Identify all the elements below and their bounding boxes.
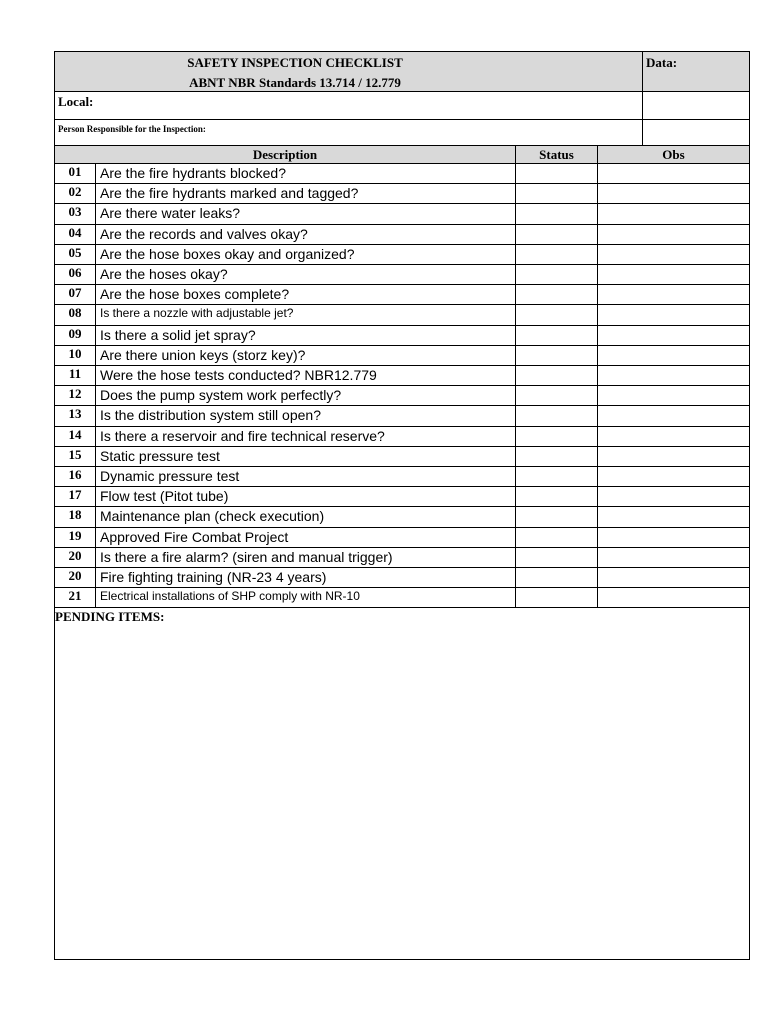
item-status-cell[interactable] (516, 548, 598, 567)
item-description: Approved Fire Combat Project (96, 528, 516, 547)
item-number: 19 (55, 528, 96, 547)
item-obs-cell[interactable] (598, 305, 749, 324)
item-status-cell[interactable] (516, 184, 598, 203)
table-row (55, 427, 749, 447)
item-description: Are the fire hydrants blocked? (96, 164, 516, 183)
item-description: Are the hoses okay? (96, 265, 516, 284)
item-number: 20 (55, 548, 96, 567)
item-obs-cell[interactable] (598, 507, 749, 526)
item-description: Dynamic pressure test (96, 467, 516, 486)
table-row (55, 204, 749, 224)
item-number: 13 (55, 406, 96, 425)
local-extra-cell[interactable] (643, 92, 749, 120)
item-number: 10 (55, 346, 96, 365)
item-status-cell[interactable] (516, 305, 598, 324)
document-subtitle: ABNT NBR Standards 13.714 / 12.779 (189, 75, 401, 90)
item-number: 11 (55, 366, 96, 385)
item-status-cell[interactable] (516, 366, 598, 385)
table-row (55, 487, 749, 507)
item-status-cell[interactable] (516, 406, 598, 425)
table-row (55, 467, 749, 487)
responsible-field[interactable]: Person Responsible for the Inspection: (55, 120, 643, 146)
item-description: Are the records and valves okay? (96, 225, 516, 244)
item-obs-cell[interactable] (598, 386, 749, 405)
item-status-cell[interactable] (516, 326, 598, 345)
table-row (55, 265, 749, 285)
item-number: 14 (55, 427, 96, 446)
table-row (55, 245, 749, 265)
table-row (55, 225, 749, 245)
item-status-cell[interactable] (516, 204, 598, 223)
item-number: 01 (55, 164, 96, 183)
pending-items-label: PENDING ITEMS: (55, 609, 165, 624)
item-number: 09 (55, 326, 96, 345)
item-status-cell[interactable] (516, 447, 598, 466)
item-number: 20 (55, 568, 96, 587)
item-obs-cell[interactable] (598, 225, 749, 244)
item-description: Is there a reservoir and fire technical reserve? (96, 427, 516, 446)
table-row (55, 548, 749, 568)
table-row (55, 164, 749, 184)
item-obs-cell[interactable] (598, 326, 749, 345)
responsible-extra-cell[interactable] (643, 120, 749, 146)
item-obs-cell[interactable] (598, 164, 749, 183)
column-header-obs: Obs (598, 146, 749, 164)
table-row (55, 568, 749, 588)
item-obs-cell[interactable] (598, 184, 749, 203)
item-status-cell[interactable] (516, 245, 598, 264)
item-status-cell[interactable] (516, 588, 598, 607)
item-number: 03 (55, 204, 96, 223)
item-number: 02 (55, 184, 96, 203)
table-row (55, 184, 749, 204)
item-obs-cell[interactable] (598, 588, 749, 607)
item-obs-cell[interactable] (598, 487, 749, 506)
table-row (55, 346, 749, 366)
item-status-cell[interactable] (516, 427, 598, 446)
item-description: Is there a fire alarm? (siren and manual trigger) (96, 548, 516, 567)
pending-items-section[interactable] (55, 608, 749, 959)
item-number: 07 (55, 285, 96, 304)
checklist-sheet (54, 51, 750, 960)
table-row (55, 305, 749, 325)
item-status-cell[interactable] (516, 568, 598, 587)
item-obs-cell[interactable] (598, 568, 749, 587)
item-description: Maintenance plan (check execution) (96, 507, 516, 526)
item-obs-cell[interactable] (598, 285, 749, 304)
table-row (55, 588, 749, 608)
item-description: Electrical installations of SHP comply with NR-10 (96, 588, 516, 607)
item-description: Flow test (Pitot tube) (96, 487, 516, 506)
item-obs-cell[interactable] (598, 204, 749, 223)
column-header-description: Description (55, 146, 516, 164)
column-header-status: Status (516, 146, 598, 164)
item-description: Is there a nozzle with adjustable jet? (96, 305, 516, 324)
table-row (55, 326, 749, 346)
item-number: 21 (55, 588, 96, 607)
table-row (55, 366, 749, 386)
table-row (55, 507, 749, 527)
document-title: SAFETY INSPECTION CHECKLIST (187, 55, 403, 70)
table-row (55, 386, 749, 406)
item-number: 08 (55, 305, 96, 324)
item-status-cell[interactable] (516, 386, 598, 405)
item-number: 17 (55, 487, 96, 506)
date-field[interactable]: Data: (643, 52, 749, 92)
item-status-cell[interactable] (516, 265, 598, 284)
item-description: Were the hose tests conducted? NBR12.779 (96, 366, 516, 385)
item-status-cell[interactable] (516, 164, 598, 183)
item-status-cell[interactable] (516, 285, 598, 304)
item-obs-cell[interactable] (598, 447, 749, 466)
item-description: Fire fighting training (NR-23 4 years) (96, 568, 516, 587)
item-obs-cell[interactable] (598, 467, 749, 486)
item-description: Are there union keys (storz key)? (96, 346, 516, 365)
item-status-cell[interactable] (516, 487, 598, 506)
item-status-cell[interactable] (516, 225, 598, 244)
item-description: Are the fire hydrants marked and tagged? (96, 184, 516, 203)
item-description: Are the hose boxes complete? (96, 285, 516, 304)
table-row (55, 406, 749, 426)
table-row (55, 285, 749, 305)
item-obs-cell[interactable] (598, 427, 749, 446)
item-number: 12 (55, 386, 96, 405)
item-description: Is there a solid jet spray? (96, 326, 516, 345)
item-status-cell[interactable] (516, 346, 598, 365)
item-obs-cell[interactable] (598, 366, 749, 385)
item-obs-cell[interactable] (598, 528, 749, 547)
item-obs-cell[interactable] (598, 346, 749, 365)
item-number: 18 (55, 507, 96, 526)
item-obs-cell[interactable] (598, 265, 749, 284)
item-status-cell[interactable] (516, 467, 598, 486)
item-number: 15 (55, 447, 96, 466)
item-description: Static pressure test (96, 447, 516, 466)
item-obs-cell[interactable] (598, 406, 749, 425)
item-number: 05 (55, 245, 96, 264)
item-obs-cell[interactable] (598, 548, 749, 567)
item-status-cell[interactable] (516, 507, 598, 526)
item-status-cell[interactable] (516, 528, 598, 547)
item-obs-cell[interactable] (598, 245, 749, 264)
item-number: 06 (55, 265, 96, 284)
item-number: 16 (55, 467, 96, 486)
item-description: Are there water leaks? (96, 204, 516, 223)
item-description: Is the distribution system still open? (96, 406, 516, 425)
item-number: 04 (55, 225, 96, 244)
title-block (55, 52, 643, 92)
table-row (55, 528, 749, 548)
item-description: Does the pump system work perfectly? (96, 386, 516, 405)
item-description: Are the hose boxes okay and organized? (96, 245, 516, 264)
table-row (55, 447, 749, 467)
local-field[interactable]: Local: (55, 92, 643, 120)
